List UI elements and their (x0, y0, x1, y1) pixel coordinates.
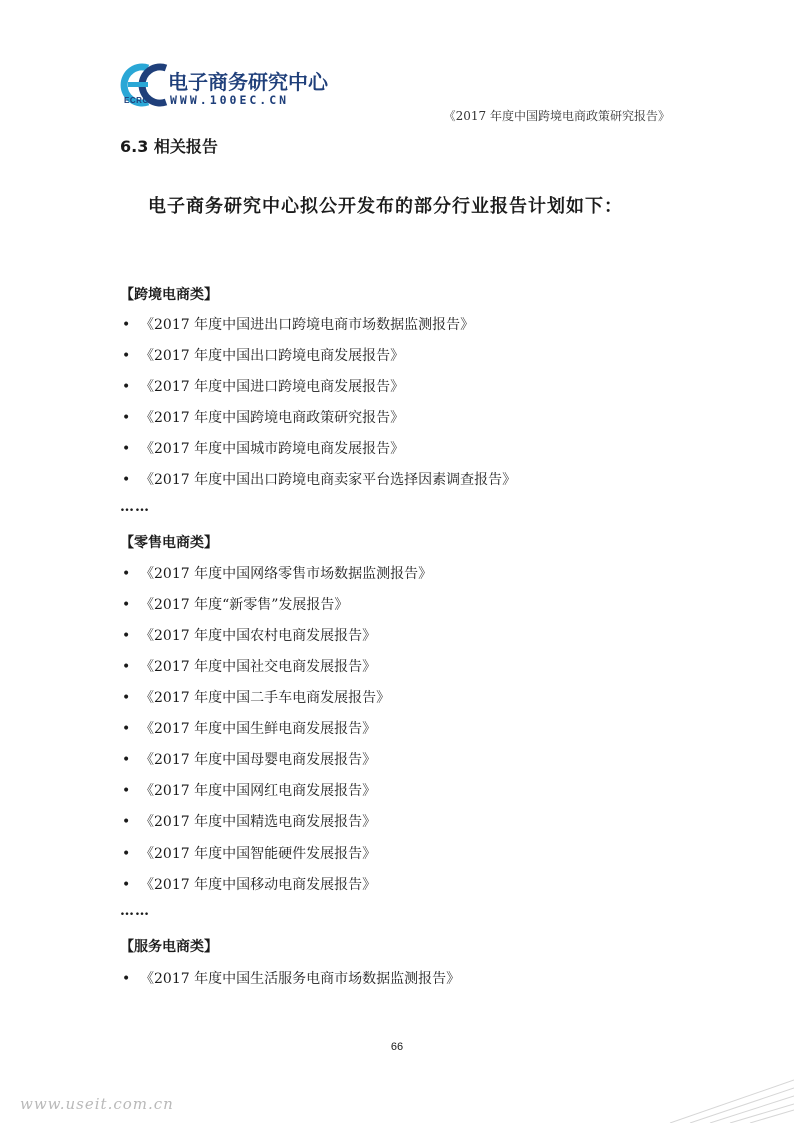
list-item: • 《2017 年度中国跨境电商政策研究报告》 (122, 410, 405, 426)
list-item: • 《2017 年度中国出口跨境电商发展报告》 (122, 348, 405, 364)
list-item: • 《2017 年度中国网络零售市场数据监测报告》 (122, 566, 433, 582)
bullet: • (122, 410, 131, 426)
list-item: • 《2017 年度中国二手车电商发展报告》 (122, 690, 391, 706)
bullet: • (122, 472, 131, 488)
bullet: • (122, 690, 131, 706)
bullet: • (122, 721, 131, 737)
watermark-stripes (520, 1060, 794, 1123)
list-item: • 《2017 年度“新零售”发展报告》 (122, 597, 349, 613)
logo-name: 电子商务研究中心 (168, 70, 328, 94)
bullet: • (122, 441, 131, 457)
list-item: • 《2017 年度中国农村电商发展报告》 (122, 628, 377, 644)
list-item: • 《2017 年度中国进口跨境电商发展报告》 (122, 379, 405, 395)
list-item: • 《2017 年度中国网红电商发展报告》 (122, 783, 377, 799)
page-number: 66 (390, 1041, 404, 1053)
bullet: • (122, 846, 131, 862)
list-item: • 《2017 年度中国出口跨境电商卖家平台选择因素调查报告》 (122, 472, 517, 488)
category-title-cross-border: 【跨境电商类】 (120, 287, 218, 303)
bullet: • (122, 317, 131, 333)
bullet: • (122, 348, 131, 364)
bullet: • (122, 752, 131, 768)
list-item: • 《2017 年度中国智能硬件发展报告》 (122, 846, 377, 862)
bullet: • (122, 783, 131, 799)
section-title: 6.3 相关报告 (120, 137, 218, 156)
watermark-text: www.useit.com.cn (20, 1095, 174, 1113)
category-title-retail: 【零售电商类】 (120, 535, 218, 551)
list-item: • 《2017 年度中国进出口跨境电商市场数据监测报告》 (122, 317, 475, 333)
bullet: • (122, 971, 131, 987)
list-item: • 《2017 年度中国精选电商发展报告》 (122, 814, 377, 830)
category-title-service: 【服务电商类】 (120, 939, 218, 955)
list-item: • 《2017 年度中国生鲜电商发展报告》 (122, 721, 377, 737)
running-header: 《2017 年度中国跨境电商政策研究报告》 (443, 109, 670, 123)
list-item: • 《2017 年度中国移动电商发展报告》 (122, 877, 377, 893)
bullet: • (122, 628, 131, 644)
list-item: • 《2017 年度中国母婴电商发展报告》 (122, 752, 377, 768)
intro-heading: 电子商务研究中心拟公开发布的部分行业报告计划如下： (148, 196, 623, 217)
list-item: • 《2017 年度中国生活服务电商市场数据监测报告》 (122, 971, 461, 987)
logo-url: WWW.100EC.CN (170, 93, 290, 107)
ellipsis: …… (120, 903, 150, 919)
bullet: • (122, 814, 131, 830)
bullet: • (122, 597, 131, 613)
list-item: • 《2017 年度中国社交电商发展报告》 (122, 659, 377, 675)
bullet: • (122, 877, 131, 893)
bullet: • (122, 659, 131, 675)
bullet: • (122, 379, 131, 395)
logo-abbr: ECRC (124, 96, 149, 105)
bullet: • (122, 566, 131, 582)
ellipsis: …… (120, 499, 150, 515)
list-item: • 《2017 年度中国城市跨境电商发展报告》 (122, 441, 405, 457)
